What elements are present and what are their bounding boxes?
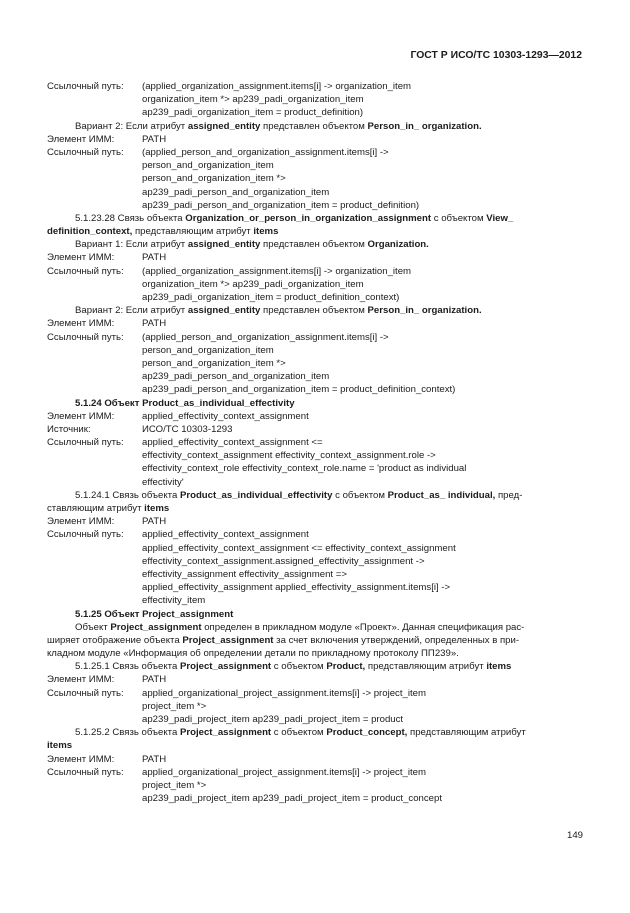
text-line [47,291,587,304]
text-span: Элемент ИММ: [47,410,115,422]
text-line [47,159,587,172]
text-span: Вариант 2: Если атрибут [75,120,188,132]
text-span: Элемент ИММ: [47,318,115,330]
text-span: organization_item *> ap239_padi_organization_item [142,94,364,106]
page-header: ГОСТ Р ИСО/ТС 10303-1293—2012 [410,50,582,61]
text-line [47,555,587,568]
paragraph-line [47,634,587,647]
text-line [47,357,587,370]
text-span: person_and_organization_item *> [142,173,286,185]
text-line [47,542,587,555]
text-span: Ссылочный путь: [47,766,124,778]
text-span: ap239_padi_person_and_organization_item = product_definition) [142,199,420,211]
paragraph-line [47,621,587,634]
text-span: 5.1.25.1 Связь объекта [75,661,180,673]
text-span: (applied_person_and_organization_assignment.items[i] -> [142,146,389,158]
text-span: с объектом [271,727,327,739]
text-span: Вариант 2: Если атрибут [75,305,188,317]
text-span: определен в прикладном модуле «Проект». Данная спецификация рас- [201,621,525,633]
section-heading [47,397,587,410]
text-span: ap239_padi_person_and_organization_item [142,186,330,198]
element-line [47,673,587,686]
text-span: (applied_organization_assignment.items[i] -> organization_item [142,265,412,277]
text-span: представляющим атрибут [132,226,254,238]
text-line [47,687,587,700]
text-span: Product_as_individual_effectivity [179,489,333,501]
text-span: ширяет отображение объекта [47,634,183,646]
element-line [47,410,587,423]
text-span: project_item *> [142,700,207,712]
text-span: Ссылочный путь: [47,331,124,343]
text-span: Объект [75,621,111,633]
text-span: 5.1.23.28 Связь объекта [75,212,186,224]
text-line [47,370,587,383]
text-line [47,713,587,726]
element-line [47,515,587,528]
text-line [47,80,587,93]
section-heading-cont [47,739,587,752]
text-span: applied_effectivity_context_assignment [142,529,309,541]
text-span: ставляющим атрибут [47,503,145,514]
text-span: organization_item *> ap239_padi_organization_item [142,278,364,290]
text-span: Ссылочный путь: [47,146,124,158]
text-span: ap239_padi_person_and_organization_item = product_definition_context) [142,384,456,396]
text-line [47,278,587,291]
text-span: с объектом [431,212,487,224]
text-span: PATH [142,674,167,686]
text-span: 5.1.24.1 Связь объекта [75,489,180,501]
text-line [47,476,587,489]
text-span: PATH [142,516,167,528]
text-span: Элемент ИММ: [47,516,115,528]
section-heading [47,660,587,673]
variant-line [47,304,587,317]
text-line [47,449,587,462]
text-span: Product, [326,661,366,673]
text-span: Элемент ИММ: [47,674,115,686]
text-span: applied_effectivity_assignment applied_effectivity_assignment.items[i] -> [142,582,451,594]
text-span: Product_concept, [326,727,408,739]
text-line [47,462,587,475]
variant-line [47,238,587,251]
text-span: кладном модуле «Информация об определении детали по прикладному протоколу ПП239». [47,648,459,660]
ref-path-label: Ссылочный путь: [47,81,124,92]
text-span: представлен объектом [260,305,368,317]
text-line [47,146,587,159]
element-line [47,133,587,146]
text-span: items [144,503,170,514]
element-line [47,317,587,330]
text-span: items [253,226,279,238]
text-span: assigned_entity [187,305,261,317]
source-label: Источник: [47,423,91,435]
text-line [47,594,587,607]
text-span: ap239_padi_project_item ap239_padi_project_item = product_concept [142,793,443,805]
text-span: Project_assignment [110,621,202,633]
text-span: 5.1.25.2 Связь объекта [75,727,180,739]
text-span: PATH [142,318,167,330]
text-span: person_and_organization_item *> [142,357,286,369]
text-span: items [47,740,73,752]
text-span: effectivity_context_assignment effectivity_context_assignment.role -> [142,450,436,462]
text-line [47,528,587,541]
text-line [47,383,587,396]
text-line [47,93,587,106]
text-line [47,779,587,792]
text-span: Project_assignment [179,727,272,739]
text-span: effectivity_item [142,595,206,607]
text-span: Organization. [367,239,429,251]
text-span: assigned_entity [187,120,261,132]
element-value: PATH [142,133,167,145]
text-span: с объектом [332,489,388,501]
text-line [47,172,587,185]
text-line [47,199,587,212]
ref-path-value: (applied_organization_assignment.items[i] -> organization_item [142,81,412,92]
text-span: definition_context, [47,226,133,238]
text-span: Вариант 1: Если атрибут [75,239,188,251]
text-span: Ссылочный путь: [47,265,124,277]
text-span: Organization_or_person_in_organization_assignment [185,212,432,224]
text-span: представлен объектом [260,239,368,251]
text-span: ap239_padi_organization_item = product_definition) [142,107,364,119]
text-span: effectivity_context_assignment.assigned_effectivity_assignment -> [142,555,425,567]
text-span: пред- [495,489,523,501]
text-line [47,792,587,805]
section-heading [47,489,587,502]
text-span: effectivity_context_role effectivity_context_role.name = 'product as individual [142,463,467,475]
text-span: applied_effectivity_context_assignment [142,410,309,422]
text-span: Ссылочный путь: [47,529,124,541]
text-span: PATH [142,252,167,264]
text-span: Ссылочный путь: [47,437,124,449]
text-span: ap239_padi_project_item ap239_padi_project_item = product [142,714,404,725]
text-span: project_item *> [142,779,207,791]
paragraph-line [47,647,587,660]
source-line [47,423,587,436]
page-content [47,80,587,805]
text-span: View_ [486,212,514,224]
text-span: Элемент ИММ: [47,252,115,264]
text-span: effectivity_assignment effectivity_assignment => [142,568,347,580]
element-line [47,753,587,766]
section-heading-cont [47,225,587,238]
text-span: Project_assignment [179,661,272,673]
text-line [47,265,587,278]
text-span: PATH [142,753,167,765]
text-span: person_and_organization_item [142,160,274,172]
text-span: Элемент ИММ: [47,753,115,765]
page-number: 149 [566,830,583,841]
text-span: applied_effectivity_context_assignment <= [142,437,323,449]
text-line [47,436,587,449]
element-label: Элемент ИММ: [47,133,115,145]
element-line [47,251,587,264]
text-span: effectivity' [142,476,184,488]
text-span: applied_organizational_project_assignment.items[i] -> project_item [142,687,426,699]
text-line [47,581,587,594]
text-span: (applied_person_and_organization_assignment.items[i] -> [142,331,389,343]
text-line [47,568,587,581]
text-line [47,331,587,344]
text-span: представлен объектом [260,120,368,132]
section-heading-cont [47,502,587,515]
text-span: Person_in_ organization. [367,305,482,317]
text-span: ap239_padi_person_and_organization_item [142,371,330,383]
text-span: items [486,661,512,673]
text-span: assigned_entity [187,239,261,251]
text-span: за счет включения утверждений, определенных в при- [273,634,520,646]
section-heading [47,726,587,739]
text-span: ИСО/ТС 10303-1293 [142,423,233,435]
text-span: 5.1.25 Объект Project_assignment [75,608,234,620]
text-span: applied_organizational_project_assignment.items[i] -> project_item [142,766,426,778]
text-line [47,344,587,357]
text-span: Project_assignment [182,634,274,646]
text-span: Ссылочный путь: [47,687,124,699]
text-span: Person_in_ organization. [367,120,482,132]
text-span: с объектом [271,661,327,673]
text-line [47,700,587,713]
text-span: applied_effectivity_context_assignment <= effectivity_context_assignment [142,542,456,554]
text-span: Product_as_ individual, [387,489,496,501]
text-span: представляющим атрибут [365,661,487,673]
text-line [47,186,587,199]
section-heading [47,212,587,225]
section-heading [47,608,587,621]
text-span: представляющим атрибут [407,727,526,739]
text-span: person_and_organization_item [142,344,274,356]
text-line [47,106,587,119]
text-line [47,766,587,779]
text-span: ap239_padi_organization_item = product_definition_context) [142,292,400,303]
variant-line [47,120,587,133]
text-span: 5.1.24 Объект Product_as_individual_effectivity [75,397,295,409]
